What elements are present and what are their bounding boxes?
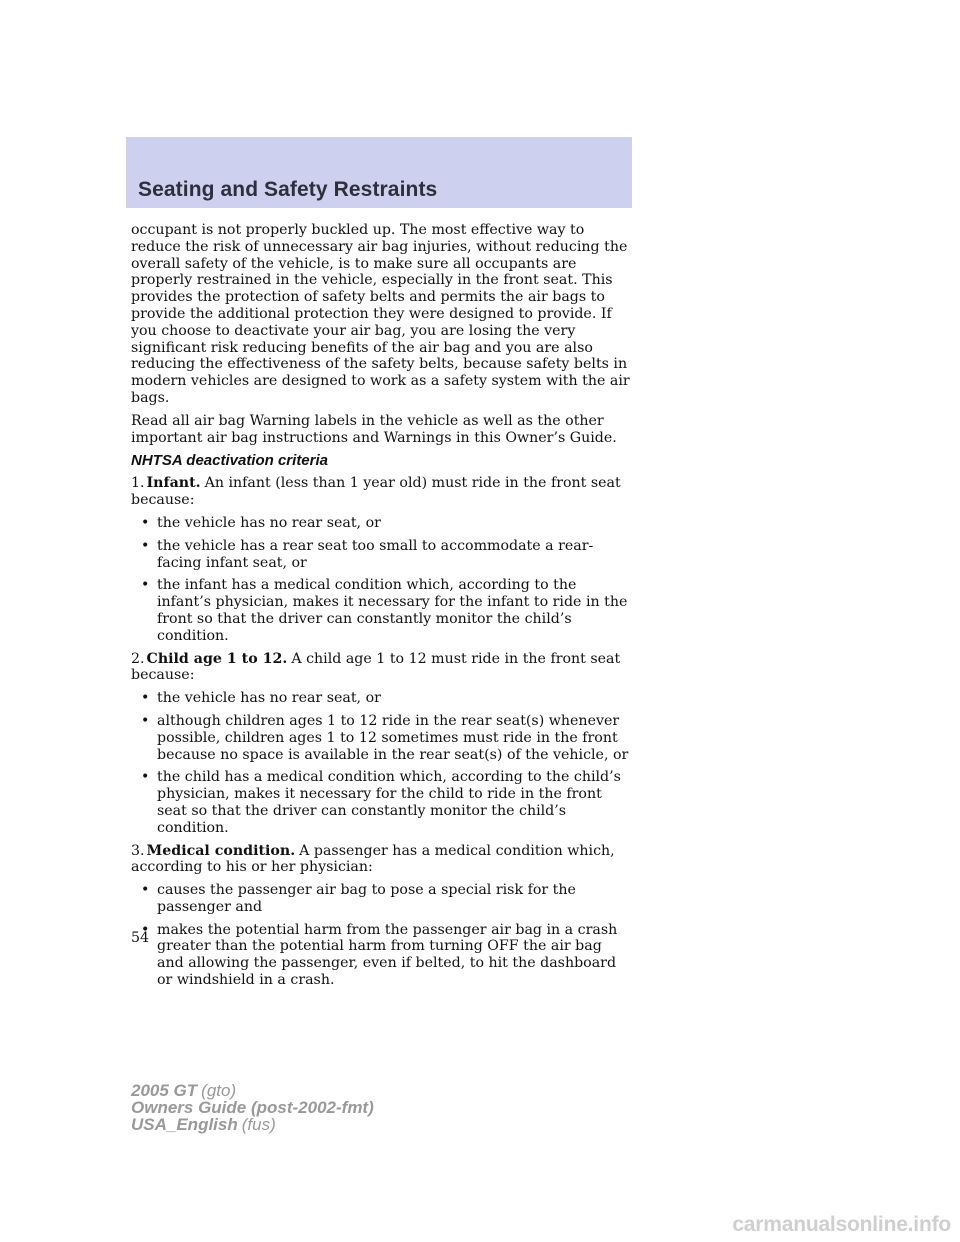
criterion-medical [131, 843, 631, 877]
criterion-number: 1. [131, 475, 145, 492]
warning-paragraph: Read all air bag Warning labels in the vehicle as well as the other important air bag instructions and Warnings in this Owner’s Guide. [131, 412, 617, 446]
footer-line-locale [131, 1116, 374, 1133]
criterion-number: 3. [131, 842, 145, 859]
criterion-child-list [131, 690, 631, 836]
intro-paragraph: occupant is not properly buckled up. The most effective way to reduce the risk of unnecessary air bag injuries, without reducing the overall safety of the vehicle, is to make sure all occupants are properly restrained in the vehicle, especially in the front seat. This provides the protection of safety belts and permits the air bags to provide the additional protection they were designed to provide. If you choose to deactivate your air bag, you are losing the very significant risk reducing benefits of the air bag and you are also reducing the effectiveness of the safety belts, because safety belts in modern vehicles are designed to work as a safety system with the air bags. [131, 222, 630, 406]
criterion-text: A child age 1 to 12 must ride in the front seat because: [131, 650, 621, 684]
footer-locale-code: (fus) [241, 1115, 276, 1134]
footer-model: 2005 GT [131, 1081, 198, 1100]
criterion-medical-list [131, 882, 631, 989]
criterion-text: An infant (less than 1 year old) must ride in the front seat because: [131, 475, 621, 509]
list-item: • the child has a medical condition which, according to the child’s physician, makes it necessary for the child to ride in the front seat so that the driver can constantly monitor the child’s condition. [131, 769, 631, 836]
list-item: • the vehicle has no rear seat, or [131, 515, 631, 532]
page-number: 54 [131, 930, 150, 946]
page-body [131, 222, 631, 995]
list-item: • the vehicle has no rear seat, or [131, 690, 631, 707]
nhtsa-criteria-heading: NHTSA deactivation criteria [131, 452, 328, 470]
document-footer [131, 1082, 374, 1133]
criterion-label: Child age 1 to 12. [146, 650, 288, 667]
footer-line-model [131, 1082, 374, 1099]
list-item: • makes the potential harm from the passenger air bag in a crash greater than the potential harm from turning OFF the air bag and allowing the passenger, even if belted, to hit the dashboard or windshield in a crash. [131, 922, 631, 989]
criterion-label: Infant. [146, 475, 201, 492]
list-item: • the vehicle has a rear seat too small to accommodate a rear-facing infant seat, or [131, 538, 631, 572]
criterion-label: Medical condition. [146, 842, 296, 859]
criterion-text: A passenger has a medical condition which, according to his or her physician: [131, 842, 615, 876]
criterion-child [131, 651, 631, 685]
footer-guide-name: Owners Guide (post-2002-fmt) [131, 1098, 374, 1117]
site-watermark: carmanualsonline.info [732, 1213, 951, 1236]
footer-locale: USA_English [131, 1115, 238, 1134]
criterion-number: 2. [131, 650, 145, 667]
footer-model-code: (gto) [201, 1081, 237, 1100]
section-title: Seating and Safety Restraints [138, 178, 438, 201]
criterion-infant [131, 475, 631, 509]
criterion-infant-list [131, 515, 631, 645]
list-item: • although children ages 1 to 12 ride in the rear seat(s) whenever possible, children ages 1 to 12 sometimes must ride in the front because no space is available in the rear seat(s) of the vehicle, or [131, 713, 631, 763]
list-item: • the infant has a medical condition which, according to the infant’s physician, makes it necessary for the infant to ride in the front so that the driver can constantly monitor the child’s condition. [131, 577, 631, 644]
list-item: • causes the passenger air bag to pose a special risk for the passenger and [131, 882, 631, 916]
